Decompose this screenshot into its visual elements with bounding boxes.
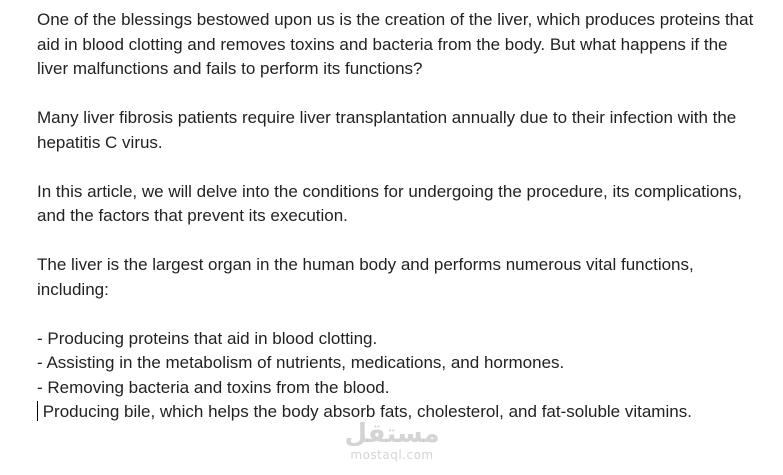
paragraph-intro: One of the blessings bestowed upon us is the creation of the liver, which produces proteins that aid in blood clotting and removes toxins and bacteria from the body. But what happens if the liver malfunctions and fails to perform its functions? — [37, 10, 754, 78]
list-item: - Assisting in the metabolism of nutrients, medications, and hormones. — [37, 353, 565, 372]
list-item-with-caret — [37, 400, 757, 425]
watermark-latin: mostaql.com — [350, 448, 434, 462]
watermark-arabic: مستقل — [344, 419, 440, 449]
list-item-text: Producing bile, which helps the body absorb fats, cholesterol, and fat-soluble vitamins. — [38, 402, 692, 421]
functions-list — [37, 327, 757, 425]
list-item: - Removing bacteria and toxins from the blood. — [37, 377, 390, 397]
list-item: - Producing proteins that aid in blood clotting. — [37, 328, 378, 348]
watermark — [342, 420, 442, 462]
paragraph-article-scope: In this article, we will delve into the conditions for undergoing the procedure, its complications, and the factors that prevent its execution. — [37, 181, 742, 225]
document-body[interactable] — [37, 8, 757, 425]
paragraph-liver-functions: The liver is the largest organ in the human body and performs numerous vital functions, including: — [37, 255, 694, 299]
paragraph-fibrosis: Many liver fibrosis patients require liver transplantation annually due to their infection with the hepatitis C virus. — [37, 108, 737, 152]
